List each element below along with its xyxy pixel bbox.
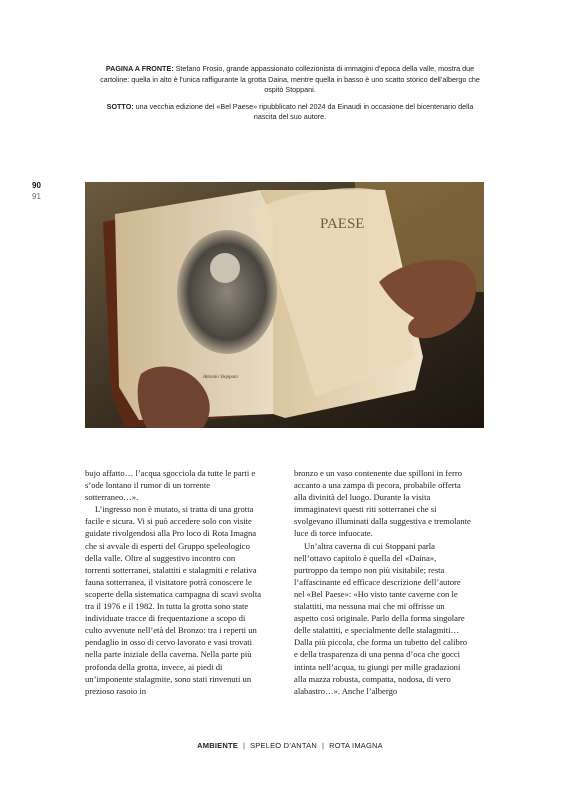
portrait-face xyxy=(210,253,240,283)
body-paragraph: Un’altra caverna di cui Stoppani parla nell’ottavo capitolo è quella del «Daina», purtroppo da tempo non più visitabile; resta l’affascinante ed efficace descrizione dell’autore nel «Bel Paese»: «Ho visto tante caverne con le stalattiti, ma nessuna mai che mi offrisse un aspetto così originale. Parlo della forma singolare delle stalattiti, e specialmente delle stalagmiti… Dalla più piccola, che forma un tubetto del calibro e della trasparenza di una penna d’oca che gocci intinta nell’acqua, tu giungi per mille gradazioni alla mazza robusta, compatta, nodosa, di vero alabastro…». Anche l’albergo xyxy=(294,540,468,696)
caption-below xyxy=(100,102,480,123)
book-photo xyxy=(85,182,484,428)
book-title-text: PAESE xyxy=(320,216,365,232)
body-paragraph: L’ingresso non è mutato, si tratta di una grotta facile e sicura. Vi si può accedere solo con visite guidate rivolgendosi alla Pro loco di Rota Imagna che si avvale di esperti del Gruppo speleologico della valle. Oltre al suggestivo incontro con torrenti sotterranei, stalattiti e stalagmiti e relativa fauna sotterranea, il visitatore potrà conoscere le scoperte della sistematica campagna di scavi svolta tra il 1976 e il 1982. In tutta la grotta sono state individuate tracce di frequentazione a scopo di culto avvenute nell’età del Bronzo: tra i reperti un pendaglio in osso di cervo lavorato e vasi trovati nella parte iniziale della caverna. Nella parte più profonda della grotta, invece, ai piedi di un’imponente stalagmite, sono stati rinvenuti un prezioso rasoio in xyxy=(85,504,262,696)
page-numbers xyxy=(32,180,41,202)
caption-label-facing: PAGINA A FRONTE: xyxy=(105,64,174,73)
footer-series: SPELEO D’ANTAN xyxy=(250,741,317,750)
page-number-current: 90 xyxy=(32,181,41,190)
body-paragraph: bronzo e un vaso contenente due spilloni in ferro accanto a una zampa di pecora, probabile offerta alla divinità del luogo. Durante la visita immaginatevi questi riti sotterranei che si svolgevano illuminati dalla suggestiva e tremolante luce di torce infuocate. xyxy=(294,468,471,539)
footer-place: ROTA IMAGNA xyxy=(329,741,383,750)
caption-facing-page xyxy=(100,64,480,96)
caption-label-below: SOTTO: xyxy=(106,101,134,111)
body-paragraph: bujo affatto… l’acqua sgocciola da tutte le parti e s’ode lontano il rumor di un torrente sotterraneo…». xyxy=(85,468,256,503)
footer-section: AMBIENTE xyxy=(197,741,238,750)
caption-text-facing: Stefano Frosio, grande appassionato collezionista di immagini d’epoca della valle, mostra due cartoline: quella in alto è l’unica raffigurante la grotta Daina, mentre quella in basso è uno scatto storico dell’albergo che ospitò Stoppani. xyxy=(100,64,480,94)
portrait-caption-text: Antonio Stoppani xyxy=(203,375,238,380)
footer-separator: | xyxy=(242,741,246,750)
caption-text-below: una vecchia edizione del «Bel Paese» ripubblicato nel 2024 da Einaudi in occasione del bicentenario della nascita del suo autore. xyxy=(133,101,474,121)
footer-separator: | xyxy=(321,741,325,750)
body-column-left xyxy=(85,467,262,697)
running-footer xyxy=(0,741,580,750)
page-number-facing: 91 xyxy=(32,192,41,201)
book-photo-illustration xyxy=(85,182,484,428)
portrait-engraving xyxy=(177,230,277,354)
body-column-right xyxy=(294,467,471,697)
photo-captions xyxy=(100,64,480,129)
